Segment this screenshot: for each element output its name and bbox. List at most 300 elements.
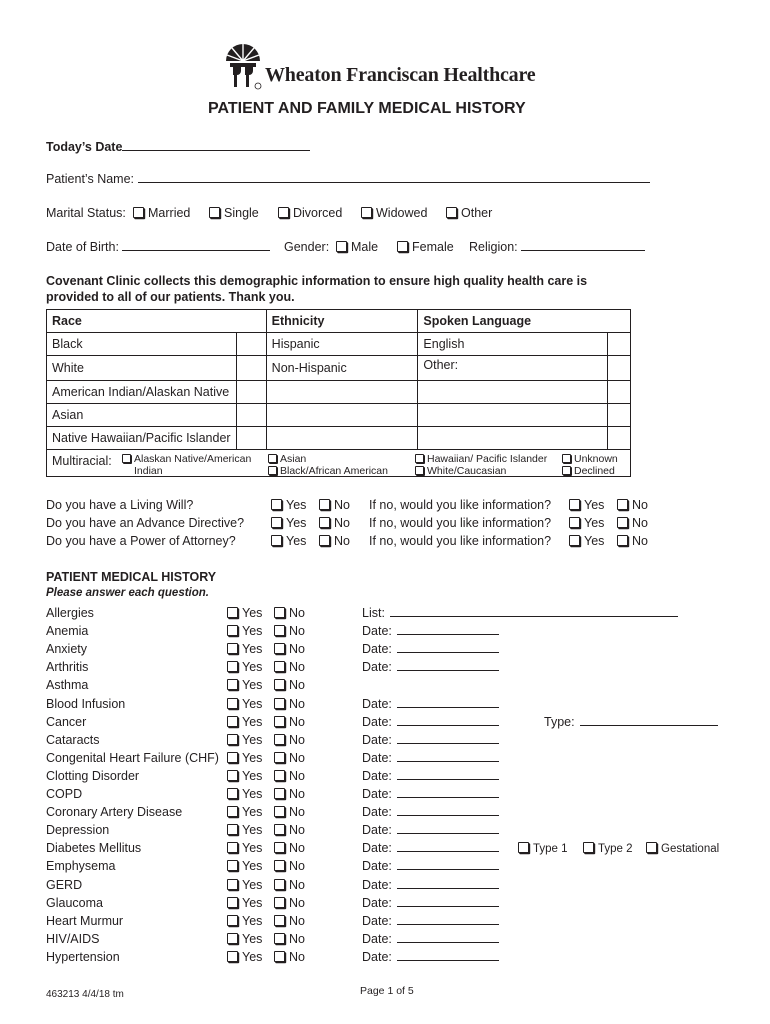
patient-name-input[interactable] bbox=[138, 172, 650, 183]
checkbox-icon[interactable] bbox=[274, 643, 285, 654]
condition-no-option[interactable] bbox=[274, 950, 305, 964]
directive-yes-option[interactable] bbox=[271, 498, 306, 512]
condition-name: Cataracts bbox=[46, 733, 100, 747]
checkbox-icon[interactable] bbox=[227, 698, 238, 709]
condition-yes-option-label: Yes bbox=[242, 841, 263, 855]
checkbox-icon[interactable] bbox=[274, 788, 285, 799]
condition-date-input[interactable] bbox=[397, 878, 499, 889]
condition-name: Cancer bbox=[46, 715, 87, 729]
checkbox-icon[interactable] bbox=[227, 788, 238, 799]
directive-question: Do you have a Living Will? bbox=[46, 498, 194, 512]
type-label: Type: bbox=[544, 715, 575, 729]
condition-date-input[interactable] bbox=[397, 823, 499, 834]
condition-no-option-label: No bbox=[289, 733, 305, 747]
date-label: Date: bbox=[362, 859, 392, 873]
condition-no-option-label: No bbox=[289, 823, 305, 837]
ethnicity-cell[interactable] bbox=[266, 404, 418, 427]
condition-no-option[interactable] bbox=[274, 896, 305, 910]
condition-date-input[interactable] bbox=[397, 950, 499, 961]
marital-option-label: Widowed bbox=[376, 206, 428, 220]
condition-no-option-label: No bbox=[289, 769, 305, 783]
condition-name: Anemia bbox=[46, 624, 89, 638]
checkbox-icon[interactable] bbox=[361, 207, 372, 218]
table-row bbox=[47, 427, 631, 450]
condition-no-option[interactable] bbox=[274, 805, 305, 819]
condition-date-field bbox=[362, 624, 499, 638]
marital-option-label: Divorced bbox=[293, 206, 343, 220]
checkbox-icon[interactable] bbox=[319, 499, 330, 510]
diabetes-type-option[interactable] bbox=[646, 842, 719, 855]
directive-yes-option[interactable] bbox=[271, 516, 306, 530]
info-yes-option[interactable] bbox=[569, 534, 604, 548]
condition-date-input[interactable] bbox=[397, 624, 499, 635]
condition-no-option-label: No bbox=[289, 624, 305, 638]
condition-yes-option[interactable] bbox=[227, 896, 262, 910]
info-no-option[interactable] bbox=[617, 498, 648, 512]
condition-no-option[interactable] bbox=[274, 733, 305, 747]
condition-no-option[interactable] bbox=[274, 751, 305, 765]
form-title: PATIENT AND FAMILY MEDICAL HISTORY bbox=[208, 100, 526, 117]
checkbox-icon[interactable] bbox=[227, 915, 238, 926]
condition-yes-option-label: Yes bbox=[242, 950, 263, 964]
checkbox-icon[interactable] bbox=[617, 499, 628, 510]
checkbox-icon[interactable] bbox=[274, 698, 285, 709]
marital-option-widowed[interactable] bbox=[361, 206, 427, 220]
gender-option-female[interactable] bbox=[397, 240, 454, 254]
religion-field bbox=[469, 240, 645, 254]
checkbox-icon[interactable] bbox=[617, 535, 628, 546]
gender-option-label: Male bbox=[351, 240, 379, 254]
multiracial-option-label: White/Caucasian bbox=[427, 465, 507, 477]
ethnicity-cell[interactable] bbox=[266, 381, 418, 404]
checkbox-icon[interactable] bbox=[274, 770, 285, 781]
checkbox-icon[interactable] bbox=[569, 517, 580, 528]
condition-yes-option[interactable] bbox=[227, 660, 262, 674]
condition-date-field bbox=[362, 896, 499, 910]
checkbox-icon[interactable] bbox=[133, 207, 144, 218]
checkbox-icon[interactable] bbox=[227, 842, 238, 853]
condition-yes-option[interactable] bbox=[227, 751, 262, 765]
multiracial-option-black[interactable] bbox=[268, 465, 388, 477]
multiracial-option-label: Declined bbox=[574, 465, 615, 477]
checkbox-icon[interactable] bbox=[268, 466, 277, 475]
condition-date-input[interactable] bbox=[397, 914, 499, 925]
info-yes-option-label: Yes bbox=[584, 516, 605, 530]
checkbox-icon[interactable] bbox=[415, 454, 424, 463]
multiracial-option-alaskan[interactable] bbox=[122, 453, 251, 477]
condition-no-option[interactable] bbox=[274, 642, 305, 656]
condition-date-field bbox=[362, 660, 499, 674]
condition-yes-option[interactable] bbox=[227, 678, 262, 692]
ethnicity-cell[interactable] bbox=[266, 427, 418, 450]
checkbox-icon[interactable] bbox=[227, 716, 238, 727]
language-cell bbox=[418, 381, 608, 404]
religion-label: Religion: bbox=[469, 240, 518, 254]
race-check-cell[interactable] bbox=[236, 427, 266, 450]
language-check-cell[interactable] bbox=[608, 427, 631, 450]
checkbox-icon[interactable] bbox=[562, 466, 571, 475]
checkbox-icon[interactable] bbox=[274, 879, 285, 890]
checkbox-icon[interactable] bbox=[268, 454, 277, 463]
checkbox-icon[interactable] bbox=[446, 207, 457, 218]
todays-date-input[interactable] bbox=[122, 140, 310, 151]
condition-no-option[interactable] bbox=[274, 859, 305, 873]
checkbox-icon[interactable] bbox=[209, 207, 220, 218]
condition-date-input[interactable] bbox=[397, 859, 499, 870]
condition-no-option[interactable] bbox=[274, 697, 305, 711]
multiracial-option-white[interactable] bbox=[415, 465, 506, 477]
religion-input[interactable] bbox=[521, 240, 645, 251]
diabetes-type-option[interactable] bbox=[583, 842, 633, 855]
condition-no-option[interactable] bbox=[274, 787, 305, 801]
history-instruction: Please answer each question. bbox=[46, 587, 209, 599]
diabetes-type-option[interactable] bbox=[518, 842, 568, 855]
condition-no-option[interactable] bbox=[274, 606, 305, 620]
race-check-cell[interactable] bbox=[236, 333, 266, 356]
checkbox-icon[interactable] bbox=[415, 466, 424, 475]
condition-yes-option-label: Yes bbox=[242, 932, 263, 946]
condition-no-option[interactable] bbox=[274, 841, 305, 855]
checkbox-icon[interactable] bbox=[583, 842, 594, 853]
checkbox-icon[interactable] bbox=[562, 454, 571, 463]
multiracial-cell bbox=[47, 450, 631, 477]
condition-yes-option-label: Yes bbox=[242, 624, 263, 638]
checkbox-icon[interactable] bbox=[227, 860, 238, 871]
condition-date-field bbox=[362, 787, 499, 801]
condition-yes-option[interactable] bbox=[227, 805, 262, 819]
condition-no-option-label: No bbox=[289, 697, 305, 711]
condition-yes-option[interactable] bbox=[227, 624, 262, 638]
condition-date-input[interactable] bbox=[397, 715, 499, 726]
cancer-type-input[interactable] bbox=[580, 715, 718, 726]
checkbox-icon[interactable] bbox=[227, 734, 238, 745]
condition-date-input[interactable] bbox=[397, 805, 499, 816]
checkbox-icon[interactable] bbox=[274, 842, 285, 853]
info-no-option-label: No bbox=[632, 498, 648, 512]
date-label: Date: bbox=[362, 950, 392, 964]
dob-input[interactable] bbox=[122, 240, 270, 251]
language-check-cell[interactable] bbox=[608, 333, 631, 356]
checkbox-icon[interactable] bbox=[518, 842, 529, 853]
directive-yes-option-label: Yes bbox=[286, 534, 307, 548]
table-row bbox=[47, 381, 631, 404]
condition-name: COPD bbox=[46, 787, 83, 801]
checkbox-icon[interactable] bbox=[227, 806, 238, 817]
condition-date-input[interactable] bbox=[397, 787, 499, 798]
date-label: Date: bbox=[362, 697, 392, 711]
condition-name: Emphysema bbox=[46, 859, 116, 873]
checkbox-icon[interactable] bbox=[397, 241, 408, 252]
checkbox-icon[interactable] bbox=[278, 207, 289, 218]
date-label: Date: bbox=[362, 787, 392, 801]
date-label: Date: bbox=[362, 823, 392, 837]
ethnicity-cell[interactable]: Non-Hispanic bbox=[266, 356, 418, 381]
condition-yes-option-label: Yes bbox=[242, 606, 263, 620]
checkbox-icon[interactable] bbox=[336, 241, 347, 252]
condition-yes-option[interactable] bbox=[227, 642, 262, 656]
condition-yes-option[interactable] bbox=[227, 769, 262, 783]
marital-status-label: Marital Status: bbox=[46, 206, 126, 220]
directive-yes-option-label: Yes bbox=[286, 516, 307, 530]
condition-no-option[interactable] bbox=[274, 769, 305, 783]
checkbox-icon[interactable] bbox=[227, 879, 238, 890]
marital-option-single[interactable] bbox=[209, 206, 259, 220]
condition-date-input[interactable] bbox=[397, 769, 499, 780]
checkbox-icon[interactable] bbox=[274, 716, 285, 727]
condition-date-field bbox=[362, 805, 499, 819]
condition-name: GERD bbox=[46, 878, 83, 892]
condition-yes-option[interactable] bbox=[227, 606, 262, 620]
condition-yes-option[interactable] bbox=[227, 859, 262, 873]
race-cell: American Indian/Alaskan Native bbox=[47, 381, 237, 404]
checkbox-icon[interactable] bbox=[122, 454, 131, 463]
checkbox-icon[interactable] bbox=[227, 824, 238, 835]
multiracial-option-hawaiian[interactable] bbox=[415, 453, 547, 465]
checkbox-icon[interactable] bbox=[227, 607, 238, 618]
dob-field bbox=[46, 240, 270, 254]
info-no-option[interactable] bbox=[617, 534, 648, 548]
date-label: Date: bbox=[362, 751, 392, 765]
language-check-cell[interactable] bbox=[608, 404, 631, 427]
condition-yes-option[interactable] bbox=[227, 715, 262, 729]
gender-option-label: Female bbox=[412, 240, 454, 254]
condition-date-field bbox=[362, 697, 499, 711]
condition-name: Depression bbox=[46, 823, 110, 837]
checkbox-icon[interactable] bbox=[227, 897, 238, 908]
condition-name: Clotting Disorder bbox=[46, 769, 140, 783]
condition-name: Arthritis bbox=[46, 660, 89, 674]
condition-name: Glaucoma bbox=[46, 896, 103, 910]
checkbox-icon[interactable] bbox=[569, 535, 580, 546]
info-yes-option[interactable] bbox=[569, 516, 604, 530]
condition-no-option-label: No bbox=[289, 787, 305, 801]
condition-date-input[interactable] bbox=[397, 751, 499, 762]
condition-no-option-label: No bbox=[289, 896, 305, 910]
checkbox-icon[interactable] bbox=[271, 517, 282, 528]
checkbox-icon[interactable] bbox=[274, 824, 285, 835]
condition-date-input[interactable] bbox=[397, 733, 499, 744]
checkbox-icon[interactable] bbox=[274, 951, 285, 962]
diabetes-type-label: Gestational bbox=[661, 843, 720, 855]
condition-yes-option[interactable] bbox=[227, 914, 262, 928]
condition-name: Anxiety bbox=[46, 642, 87, 656]
checkbox-icon[interactable] bbox=[274, 897, 285, 908]
directive-no-option-label: No bbox=[334, 534, 350, 548]
condition-date-field bbox=[362, 932, 499, 946]
checkbox-icon[interactable] bbox=[274, 752, 285, 763]
condition-date-field bbox=[362, 878, 499, 892]
language-cell: English bbox=[418, 333, 608, 356]
condition-no-option[interactable] bbox=[274, 932, 305, 946]
multiracial-option-asian[interactable] bbox=[268, 453, 306, 465]
condition-yes-option-label: Yes bbox=[242, 715, 263, 729]
checkbox-icon[interactable] bbox=[274, 679, 285, 690]
page-number: Page 1 of 5 bbox=[360, 985, 414, 997]
race-check-cell[interactable] bbox=[236, 356, 266, 381]
date-label: Date: bbox=[362, 841, 392, 855]
checkbox-icon[interactable] bbox=[227, 770, 238, 781]
ethnicity-cell[interactable]: Hispanic bbox=[266, 333, 418, 356]
condition-yes-option-label: Yes bbox=[242, 769, 263, 783]
directive-followup: If no, would you like information? bbox=[369, 534, 552, 548]
race-check-cell[interactable] bbox=[236, 381, 266, 404]
date-label: Date: bbox=[362, 878, 392, 892]
date-label: Date: bbox=[362, 733, 392, 747]
checkbox-icon[interactable] bbox=[274, 607, 285, 618]
condition-no-option-label: No bbox=[289, 715, 305, 729]
dob-label: Date of Birth: bbox=[46, 240, 119, 254]
checkbox-icon[interactable] bbox=[274, 734, 285, 745]
checkbox-icon[interactable] bbox=[227, 752, 238, 763]
condition-date-input[interactable] bbox=[397, 896, 499, 907]
condition-date-input[interactable] bbox=[397, 841, 499, 852]
checkbox-icon[interactable] bbox=[227, 643, 238, 654]
date-label: Date: bbox=[362, 642, 392, 656]
condition-date-field bbox=[362, 733, 499, 747]
date-label: Date: bbox=[362, 914, 392, 928]
condition-no-option[interactable] bbox=[274, 878, 305, 892]
condition-yes-option[interactable] bbox=[227, 787, 262, 801]
condition-date-field bbox=[362, 715, 499, 729]
todays-date-field bbox=[46, 140, 310, 154]
checkbox-icon[interactable] bbox=[227, 625, 238, 636]
diabetes-type-label: Type 1 bbox=[533, 843, 568, 855]
directive-no-option[interactable] bbox=[319, 534, 350, 548]
condition-yes-option-label: Yes bbox=[242, 660, 263, 674]
checkbox-icon[interactable] bbox=[227, 661, 238, 672]
marital-option-divorced[interactable] bbox=[278, 206, 342, 220]
marital-option-married[interactable] bbox=[133, 206, 190, 220]
condition-no-option-label: No bbox=[289, 932, 305, 946]
checkbox-icon[interactable] bbox=[274, 806, 285, 817]
condition-date-field bbox=[362, 859, 499, 873]
race-cell: Native Hawaiian/Pacific Islander bbox=[47, 427, 237, 450]
multiracial-label: Multiracial: bbox=[52, 454, 112, 468]
condition-no-option[interactable] bbox=[274, 660, 305, 674]
demographic-statement-2: provided to all of our patients. Thank you. bbox=[46, 290, 295, 304]
condition-date-input[interactable] bbox=[397, 697, 499, 708]
directive-no-option[interactable] bbox=[319, 516, 350, 530]
condition-yes-option[interactable] bbox=[227, 950, 262, 964]
condition-yes-option-label: Yes bbox=[242, 896, 263, 910]
checkbox-icon[interactable] bbox=[274, 625, 285, 636]
marital-option-label: Other bbox=[461, 206, 493, 220]
language-check-cell[interactable] bbox=[608, 381, 631, 404]
marital-option-label: Single bbox=[224, 206, 259, 220]
patient-name-field bbox=[46, 172, 650, 186]
date-label: Date: bbox=[362, 805, 392, 819]
cancer-type-field bbox=[544, 715, 718, 729]
info-yes-option[interactable] bbox=[569, 498, 604, 512]
condition-no-option[interactable] bbox=[274, 914, 305, 928]
info-yes-option-label: Yes bbox=[584, 498, 605, 512]
condition-date-field bbox=[362, 823, 499, 837]
condition-no-option[interactable] bbox=[274, 823, 305, 837]
info-no-option-label: No bbox=[632, 534, 648, 548]
gender-option-male[interactable] bbox=[336, 240, 378, 254]
marital-option-other[interactable] bbox=[446, 206, 492, 220]
condition-no-option[interactable] bbox=[274, 715, 305, 729]
language-cell bbox=[418, 427, 608, 450]
list-label: List: bbox=[362, 606, 385, 620]
info-no-option[interactable] bbox=[617, 516, 648, 530]
history-heading: PATIENT MEDICAL HISTORY bbox=[46, 570, 217, 584]
condition-yes-option-label: Yes bbox=[242, 805, 263, 819]
date-label: Date: bbox=[362, 769, 392, 783]
condition-date-input[interactable] bbox=[397, 642, 499, 653]
date-label: Date: bbox=[362, 896, 392, 910]
multiracial-option-unknown[interactable] bbox=[562, 453, 618, 465]
condition-name: Diabetes Mellitus bbox=[46, 841, 142, 855]
condition-yes-option[interactable] bbox=[227, 733, 262, 747]
checkbox-icon[interactable] bbox=[227, 679, 238, 690]
multiracial-option-declined[interactable] bbox=[562, 465, 615, 477]
race-cell: White bbox=[47, 356, 237, 381]
todays-date-label: Today’s Date bbox=[46, 140, 123, 154]
condition-name: Allergies bbox=[46, 606, 94, 620]
checkbox-icon[interactable] bbox=[319, 517, 330, 528]
date-label: Date: bbox=[362, 624, 392, 638]
demographic-statement: Covenant Clinic collects this demographic information to ensure high quality health care is bbox=[46, 274, 588, 288]
race-check-cell[interactable] bbox=[236, 404, 266, 427]
condition-yes-option[interactable] bbox=[227, 932, 262, 946]
condition-name: Coronary Artery Disease bbox=[46, 805, 183, 819]
condition-yes-option[interactable] bbox=[227, 823, 262, 837]
table-row bbox=[47, 404, 631, 427]
race-header: Race bbox=[47, 310, 267, 333]
directive-no-option-label: No bbox=[334, 516, 350, 530]
checkbox-icon[interactable] bbox=[617, 517, 628, 528]
condition-date-input[interactable] bbox=[397, 932, 499, 943]
checkbox-icon[interactable] bbox=[271, 499, 282, 510]
org-name: Wheaton Franciscan Healthcare bbox=[265, 64, 536, 86]
directive-yes-option[interactable] bbox=[271, 534, 306, 548]
allergy-list-input[interactable] bbox=[390, 606, 678, 617]
condition-yes-option[interactable] bbox=[227, 697, 262, 711]
logo-icon bbox=[224, 42, 262, 90]
condition-no-option-label: No bbox=[289, 660, 305, 674]
directive-question: Do you have an Advance Directive? bbox=[46, 516, 245, 530]
directive-no-option[interactable] bbox=[319, 498, 350, 512]
condition-date-input[interactable] bbox=[397, 660, 499, 671]
demographics-table bbox=[46, 309, 631, 477]
checkbox-icon[interactable] bbox=[227, 951, 238, 962]
checkbox-icon[interactable] bbox=[274, 661, 285, 672]
condition-date-field bbox=[362, 841, 499, 855]
condition-no-option-label: No bbox=[289, 805, 305, 819]
checkbox-icon[interactable] bbox=[274, 860, 285, 871]
condition-yes-option[interactable] bbox=[227, 841, 262, 855]
condition-no-option-label: No bbox=[289, 878, 305, 892]
condition-name: Blood Infusion bbox=[46, 697, 126, 711]
multiracial-option-label: Indian bbox=[134, 465, 163, 477]
condition-no-option[interactable] bbox=[274, 624, 305, 638]
race-cell: Black bbox=[47, 333, 237, 356]
checkbox-icon[interactable] bbox=[227, 933, 238, 944]
checkbox-icon[interactable] bbox=[319, 535, 330, 546]
condition-no-option-label: No bbox=[289, 606, 305, 620]
checkbox-icon[interactable] bbox=[569, 499, 580, 510]
checkbox-icon[interactable] bbox=[271, 535, 282, 546]
condition-name: Heart Murmur bbox=[46, 914, 124, 928]
condition-no-option[interactable] bbox=[274, 678, 305, 692]
checkbox-icon[interactable] bbox=[274, 933, 285, 944]
checkbox-icon[interactable] bbox=[646, 842, 657, 853]
checkbox-icon[interactable] bbox=[274, 915, 285, 926]
condition-yes-option[interactable] bbox=[227, 878, 262, 892]
table-row bbox=[47, 333, 631, 356]
language-check-cell[interactable] bbox=[608, 356, 631, 381]
